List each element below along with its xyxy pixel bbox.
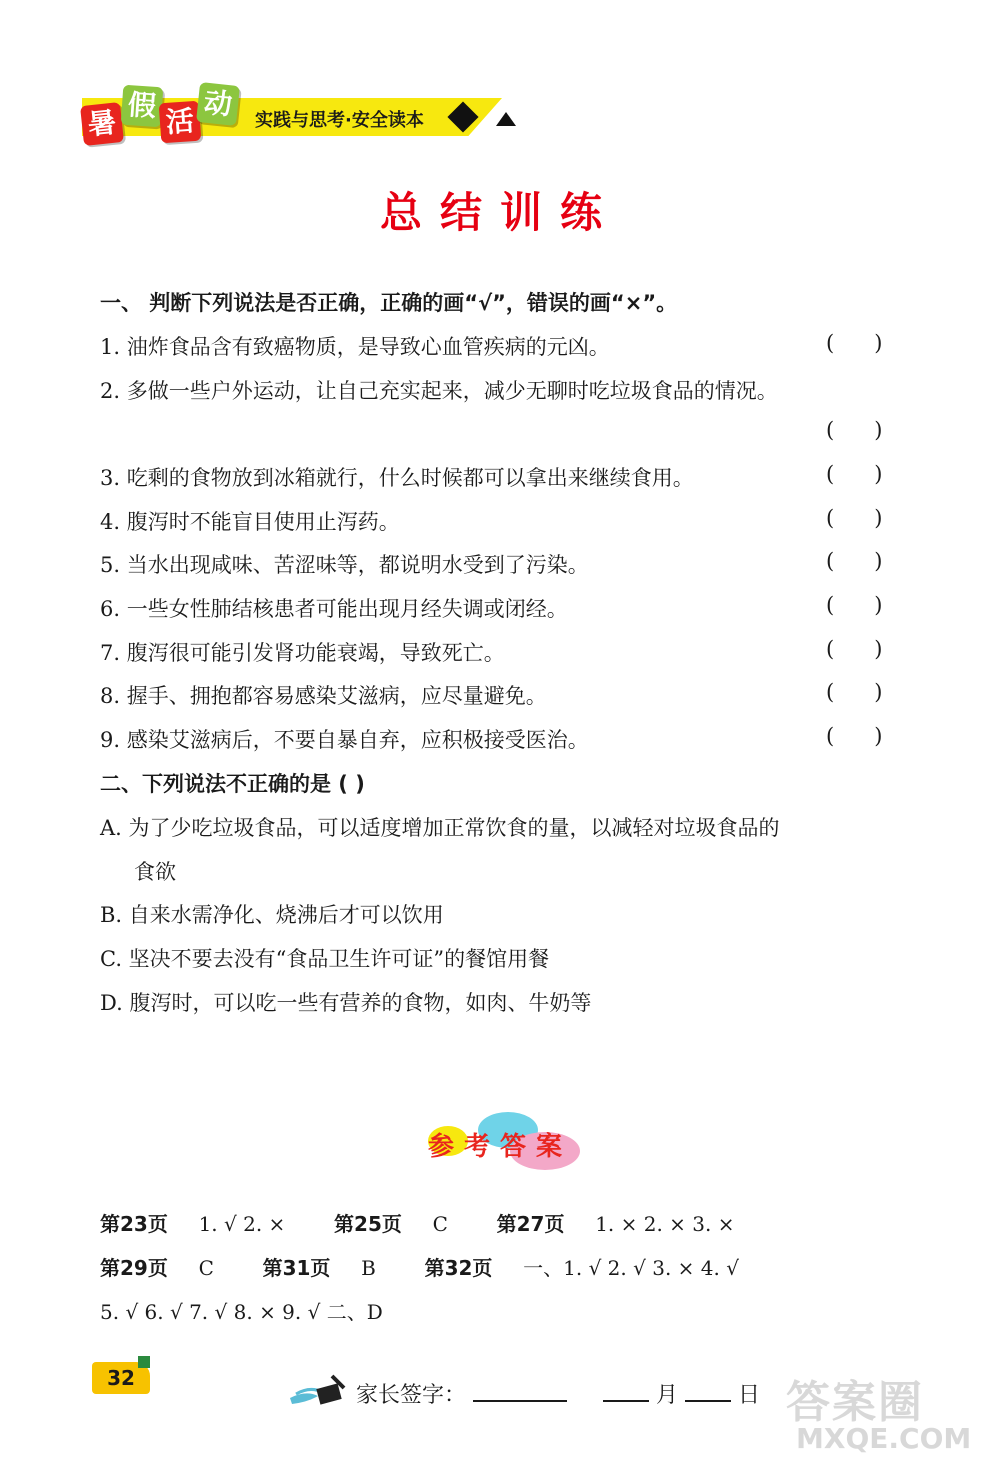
header-subtitle: 实践与思考·安全读本 (255, 110, 424, 131)
option-b: B. 自来水需净化、烧沸后才可以饮用 (100, 903, 444, 927)
answer-blank-4[interactable]: ( ) (826, 506, 883, 530)
answer-blank-6[interactable]: ( ) (826, 593, 883, 617)
option-a-cont: 食欲 (134, 860, 176, 884)
answer-page-32: 第32页 (424, 1256, 493, 1280)
answer-value-32: 一、1. √ 2. √ 3. × 4. √ (523, 1256, 739, 1280)
sign-label: 家长签字： (356, 1383, 467, 1408)
answer-blank-2[interactable]: ( ) (826, 418, 883, 442)
answer-page-31: 第31页 (262, 1256, 331, 1280)
option-c: C. 坚决不要去没有“食品卫生许可证”的餐馆用餐 (100, 947, 550, 971)
question-6: 6. 一些女性肺结核患者可能出现月经失调或闭经。 (100, 597, 568, 621)
answer-page-27: 第27页 (496, 1212, 565, 1236)
watermark-url: MXQE.COM (796, 1422, 972, 1455)
answer-value-23: 1. √ 2. × (198, 1212, 286, 1236)
watermark-logo: 答案圈 (786, 1377, 924, 1428)
header-chip-1: 暑 (80, 102, 124, 146)
answer-value-25: C (432, 1212, 448, 1236)
question-7: 7. 腹泻很可能引发肾功能衰竭，导致死亡。 (100, 641, 505, 665)
day-field[interactable] (685, 1382, 731, 1402)
question-8: 8. 握手、拥抱都容易感染艾滋病，应尽量避免。 (100, 684, 547, 708)
question-1: 1. 油炸食品含有致癌物质，是导致心血管疾病的元凶。 (100, 335, 610, 359)
answer-blank-8[interactable]: ( ) (826, 680, 883, 704)
answers-title: 参考答案 (427, 1132, 572, 1162)
answer-blank-3[interactable]: ( ) (826, 462, 883, 486)
answer-page-25: 第25页 (334, 1212, 402, 1236)
page-number: 32 (92, 1362, 150, 1394)
header-chip-4: 动 (196, 82, 240, 126)
option-a: A. 为了少吃垃圾食品，可以适度增加正常饮食的量，以减轻对垃圾食品的 (100, 816, 780, 840)
answer-blank-1[interactable]: ( ) (826, 331, 883, 355)
answer-value-27: 1. × 2. × 3. × (595, 1212, 735, 1236)
section2-heading: 二、下列说法不正确的是 ( ) (100, 772, 365, 796)
section1-heading: 一、 判断下列说法是否正确，正确的画“√”，错误的画“×”。 (100, 291, 678, 315)
page-title: 总结训练 (379, 188, 620, 237)
triangle-icon (496, 112, 516, 126)
option-d: D. 腹泻时，可以吃一些有营养的食物，如肉、牛奶等 (100, 991, 592, 1015)
question-4: 4. 腹泻时不能盲目使用止泻药。 (100, 510, 400, 534)
answer-blank-7[interactable]: ( ) (826, 637, 883, 661)
parent-signature (356, 1378, 760, 1409)
month-label: 月 (656, 1383, 679, 1408)
header-chip-2: 假 (121, 85, 164, 128)
answer-page-29: 第29页 (100, 1256, 168, 1280)
answers-line-1 (100, 1208, 735, 1237)
answer-value-31: B (361, 1256, 376, 1280)
month-field[interactable] (603, 1382, 649, 1402)
answers-line-3: 5. √ 6. √ 7. √ 8. × 9. √ 二、D (100, 1300, 383, 1324)
day-label: 日 (738, 1383, 761, 1408)
question-9: 9. 感染艾滋病后，不要自暴自弃，应积极接受医治。 (100, 728, 589, 752)
answer-page-23: 第23页 (100, 1212, 168, 1236)
answer-blank-5[interactable]: ( ) (826, 549, 883, 573)
answer-value-29: C (198, 1256, 214, 1280)
signature-field[interactable] (473, 1382, 567, 1402)
question-3: 3. 吃剩的食物放到冰箱就行，什么时候都可以拿出来继续食用。 (100, 466, 694, 490)
answer-blank-9[interactable]: ( ) (826, 724, 883, 748)
question-2: 2. 多做一些户外运动，让自己充实起来，减少无聊时吃垃圾食品的情况。 (100, 379, 778, 403)
page-number-corner (138, 1356, 150, 1368)
question-5: 5. 当水出现咸味、苦涩味等，都说明水受到了污染。 (100, 553, 589, 577)
header-chip-3: 活 (159, 101, 202, 144)
answers-line-2 (100, 1252, 739, 1281)
pen-book-icon (288, 1372, 348, 1408)
